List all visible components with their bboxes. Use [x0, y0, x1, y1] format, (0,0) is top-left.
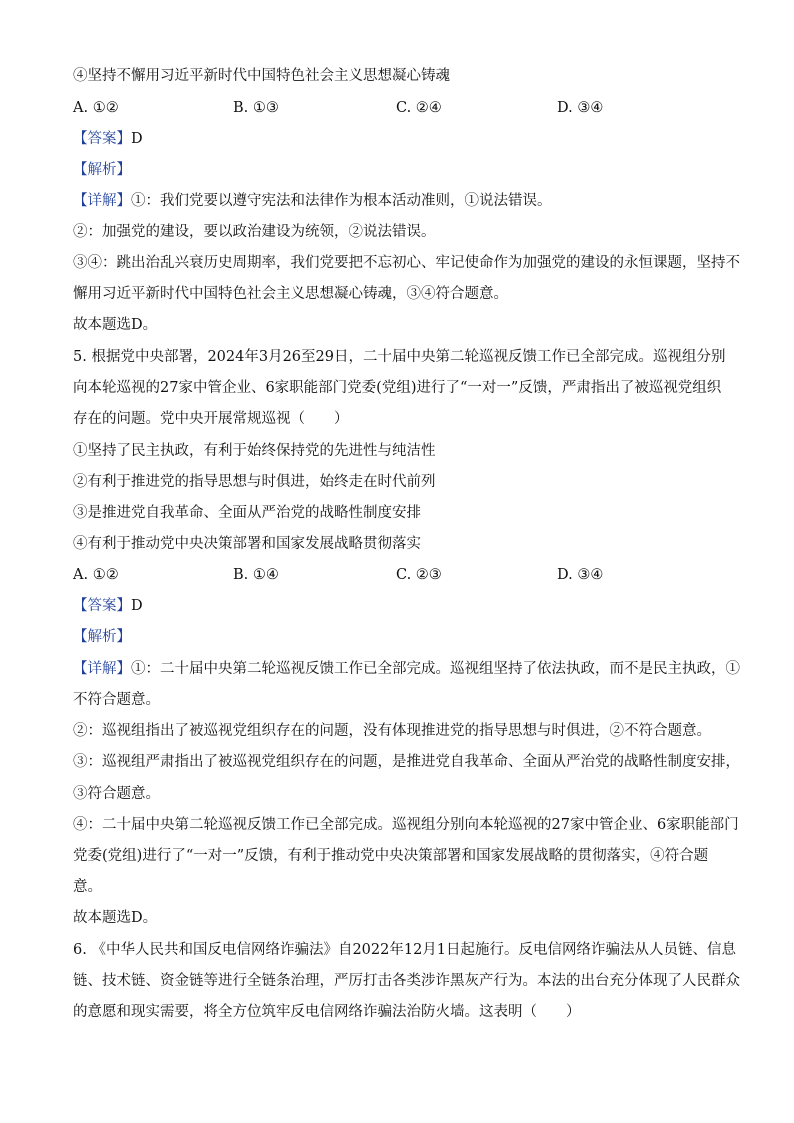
answer-value: D [131, 598, 143, 614]
q5-explain-line: 党委(党组)进行了“一对一”反馈，有利于推动党中央决策部署和国家发展战略的贯彻落实，④符合题 [73, 848, 709, 864]
q4-item-4: ④坚持不懈用习近平新时代中国特色社会主义思想凝心铸魂 [73, 68, 450, 84]
q5-explain-line: ③符合题意。 [73, 786, 160, 802]
q4-detail-line [73, 191, 552, 211]
q5-explain-line: ④：二十届中央第二轮巡视反馈工作已全部完成。巡视组分别向本轮巡视的27家中管企业、6家职能部门 [73, 817, 739, 833]
answer-value: D [131, 131, 143, 147]
q4-explain-line: ③④：跳出治乱兴衰历史周期率，我们党要把不忘初心、牢记使命作为加强党的建设的永恒课题，坚持不 [73, 255, 740, 271]
detail-text: ①：二十届中央第二轮巡视反馈工作已全部完成。巡视组坚持了依法执政，而不是民主执政，① [131, 661, 740, 677]
q4-explain-line: ②：加强党的建设，要以政治建设为统领，②说法错误。 [73, 224, 436, 240]
q5-item-1: ①坚持了民主执政，有利于始终保持党的先进性与纯洁性 [73, 443, 436, 459]
q5-option-d: D. ③④ [557, 567, 604, 583]
q4-option-b: B. ①③ [233, 100, 279, 116]
q5-explain-line: 意。 [73, 879, 102, 895]
q4-answer [73, 129, 143, 149]
q4-conclusion: 故本题选D。 [73, 317, 158, 333]
q4-option-c: C. ②④ [396, 100, 442, 116]
q5-stem-line: 5. 根据党中央部署，2024年3月26至29日，二十届中央第二轮巡视反馈工作已全部完成。巡视组分别 [73, 349, 726, 365]
q5-detail-line [73, 659, 740, 679]
q4-analysis-label: 【解析】 [73, 162, 131, 178]
q5-explain-line: 不符合题意。 [73, 692, 160, 708]
q5-explain-line: ②：巡视组指出了被巡视党组织存在的问题，没有体现推进党的指导思想与时俱进，②不符合题意。 [73, 723, 711, 739]
answer-label: 【答案】 [73, 131, 131, 147]
q5-stem-line: 向本轮巡视的27家中管企业、6家职能部门党委(党组)进行了“一对一”反馈，严肃指出了被巡视党组织 [73, 380, 722, 396]
q5-analysis-label: 【解析】 [73, 629, 131, 645]
q5-option-c: C. ②③ [396, 567, 442, 583]
q4-explain-line: 懈用习近平新时代中国特色社会主义思想凝心铸魂，③④符合题意。 [73, 286, 508, 302]
q5-explain-line: ③：巡视组严肃指出了被巡视党组织存在的问题，是推进党自我革命、全面从严治党的战略性制度安排， [73, 754, 740, 770]
q5-item-4: ④有利于推动党中央决策部署和国家发展战略贯彻落实 [73, 536, 421, 552]
answer-label: 【答案】 [73, 598, 131, 614]
q6-stem-line: 6. 《中华人民共和国反电信网络诈骗法》自2022年12月1日起施行。反电信网络诈骗法从人员链、信息 [73, 942, 737, 958]
q5-option-b: B. ①④ [233, 567, 279, 583]
detail-label: 【详解】 [73, 193, 131, 209]
q5-answer [73, 596, 143, 616]
q5-stem-line: 存在的问题。党中央开展常规巡视（ ） [73, 411, 349, 427]
q6-stem-line: 的意愿和现实需要，将全方位筑牢反电信网络诈骗法治防火墙。这表明（ ） [73, 1004, 581, 1020]
q5-conclusion: 故本题选D。 [73, 910, 158, 926]
q5-option-a: A. ①② [73, 567, 119, 583]
q5-item-3: ③是推进党自我革命、全面从严治党的战略性制度安排 [73, 505, 421, 521]
q4-option-d: D. ③④ [557, 100, 604, 116]
detail-text: ①：我们党要以遵守宪法和法律作为根本活动准则，①说法错误。 [131, 193, 552, 209]
q5-item-2: ②有利于推进党的指导思想与时俱进，始终走在时代前列 [73, 474, 436, 490]
detail-label: 【详解】 [73, 661, 131, 677]
q6-stem-line: 链、技术链、资金链等进行全链条治理，严厉打击各类涉诈黑灰产行为。本法的出台充分体现了人民群众 [73, 973, 740, 989]
q4-option-a: A. ①② [73, 100, 119, 116]
